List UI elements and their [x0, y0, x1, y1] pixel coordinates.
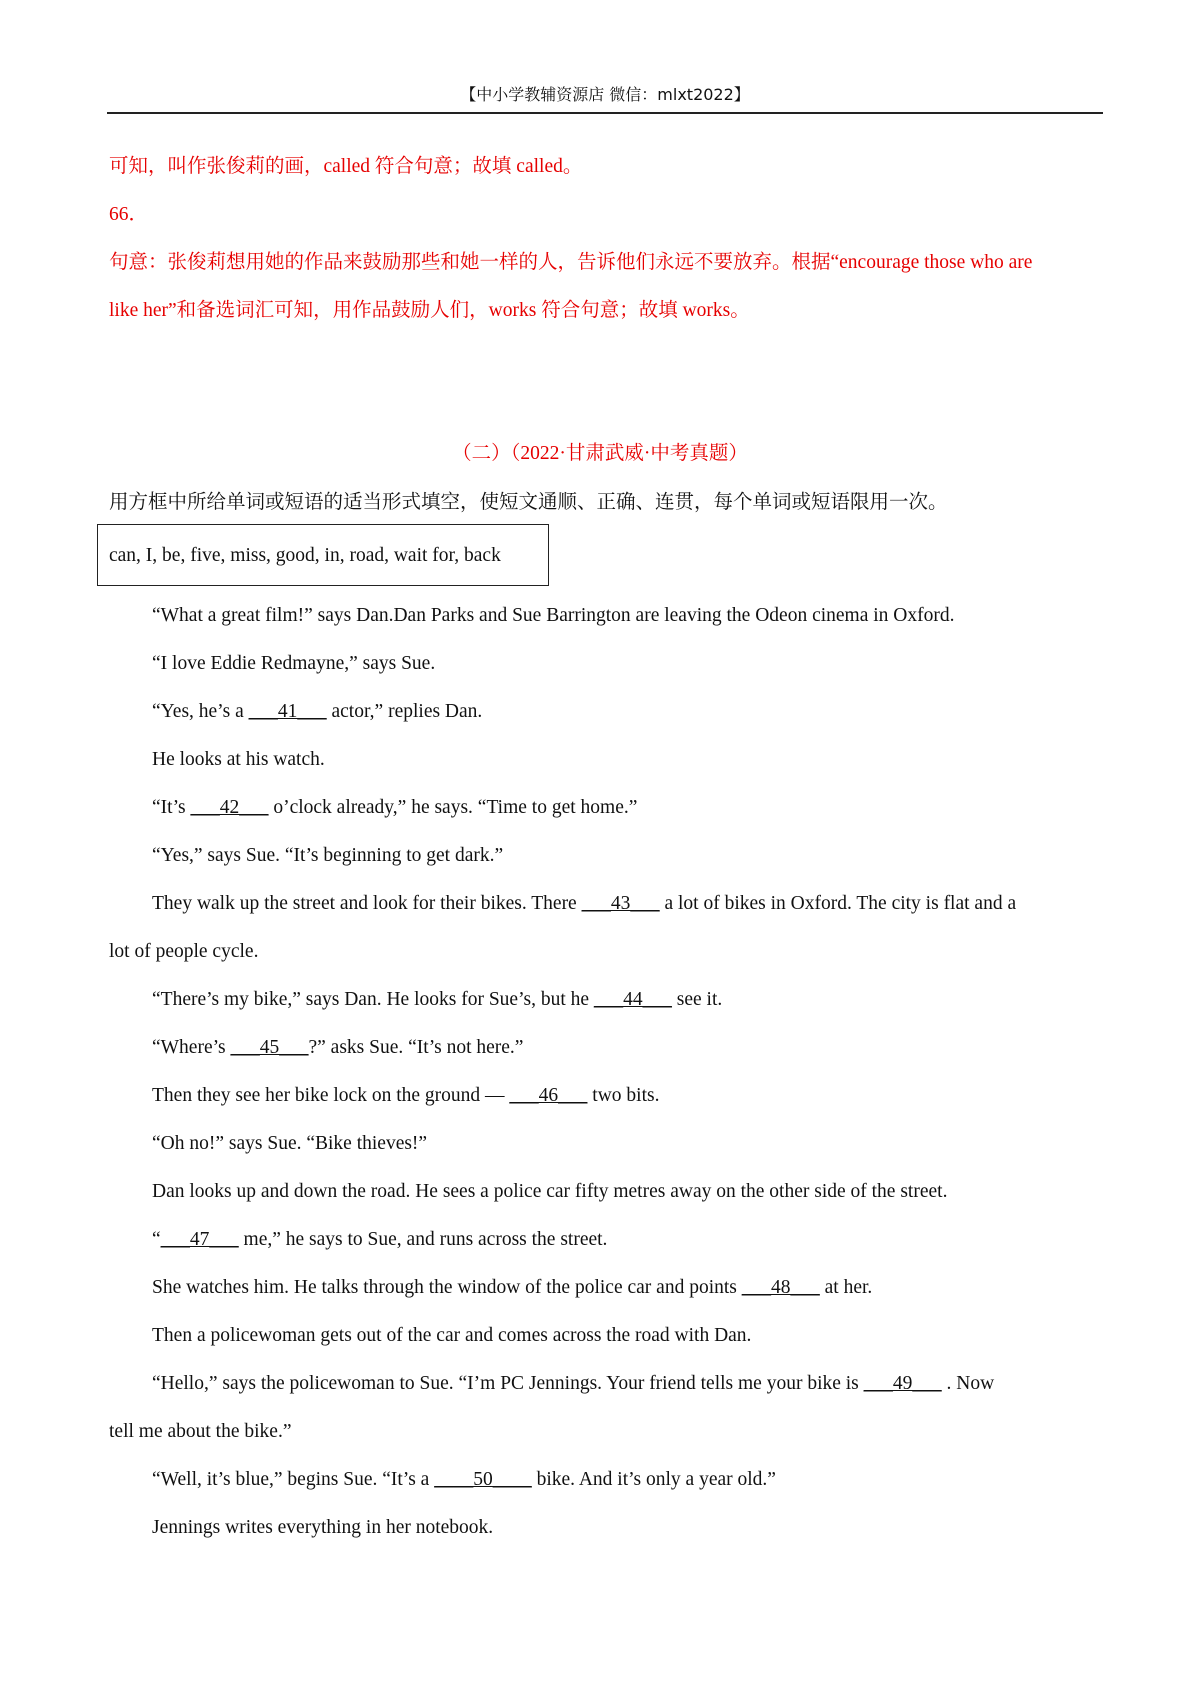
answer-number: 66．	[109, 204, 149, 225]
blank-44: ___44___	[593, 989, 672, 1010]
passage-line: tell me about the bike.”	[109, 1421, 292, 1442]
passage-line: “Oh no!” says Sue. “Bike thieves!”	[152, 1133, 428, 1154]
passage-line: “What a great film!” says Dan.Dan Parks and Sue Barrington are leaving the Odeon cinema in Oxford.	[152, 605, 955, 626]
blank-45: ___45___	[230, 1037, 309, 1058]
blank-42: ___42___	[190, 797, 269, 818]
passage-line: “Where’s ___45___?” asks Sue. “It’s not here.”	[152, 1037, 524, 1058]
blank-49: ___49___	[863, 1373, 942, 1394]
word-box: can, I, be, five, miss, good, in, road, wait for, back	[97, 524, 549, 586]
passage-line: Then they see her bike lock on the ground — ___46___ two bits.	[152, 1085, 660, 1106]
passage-line: She watches him. He talks through the window of the police car and points ___48___ at her.	[152, 1277, 873, 1298]
blank-50: ____50____	[434, 1469, 532, 1490]
blank-43: ___43___	[581, 893, 660, 914]
answer-line: like her”和备选词汇可知，用作品鼓励人们，works 符合句意；故填 works。	[109, 300, 750, 321]
passage-line: They walk up the street and look for their bikes. There ___43___ a lot of bikes in Oxford. The city is flat and a	[152, 893, 1017, 914]
passage-line: “Yes, he’s a ___41___ actor,” replies Dan.	[152, 701, 483, 722]
passage-line: lot of people cycle.	[109, 941, 259, 962]
passage-line: “I love Eddie Redmayne,” says Sue.	[152, 653, 436, 674]
page-header: 【中小学教辅资源店 微信：mlxt2022】	[107, 84, 1103, 114]
passage-line: “Hello,” says the policewoman to Sue. “I’m PC Jennings. Your friend tells me your bike is ___49___ . Now	[152, 1373, 995, 1394]
answer-line: 句意：张俊莉想用她的作品来鼓励那些和她一样的人，告诉他们永远不要放弃。根据“encourage those who are	[109, 252, 1033, 273]
blank-48: ___48___	[741, 1277, 820, 1298]
passage-line: “Yes,” says Sue. “It’s beginning to get dark.”	[152, 845, 504, 866]
blank-47: ___47___	[160, 1229, 239, 1250]
passage-line: Jennings writes everything in her notebook.	[152, 1517, 494, 1538]
blank-41: ___41___	[248, 701, 327, 722]
blank-46: ___46___	[509, 1085, 588, 1106]
passage-line: Dan looks up and down the road. He sees a police car fifty metres away on the other side of the street.	[152, 1181, 948, 1202]
answer-line: 可知，叫作张俊莉的画，called 符合句意；故填 called。	[109, 156, 583, 177]
passage-line: “It’s ___42___ o’clock already,” he says. “Time to get home.”	[152, 797, 638, 818]
passage-line: He looks at his watch.	[152, 749, 325, 770]
passage-line: “There’s my bike,” says Dan. He looks for Sue’s, but he ___44___ see it.	[152, 989, 723, 1010]
passage-line: “___47___ me,” he says to Sue, and runs across the street.	[152, 1229, 608, 1250]
passage-line: “Well, it’s blue,” begins Sue. “It’s a ____50____ bike. And it’s only a year old.”	[152, 1469, 776, 1490]
section-title: （二）（2022·甘肃武威·中考真题）	[452, 443, 748, 464]
instructions: 用方框中所给单词或短语的适当形式填空，使短文通顺、正确、连贯，每个单词或短语限用一次。	[109, 492, 948, 513]
passage-line: Then a policewoman gets out of the car and comes across the road with Dan.	[152, 1325, 752, 1346]
